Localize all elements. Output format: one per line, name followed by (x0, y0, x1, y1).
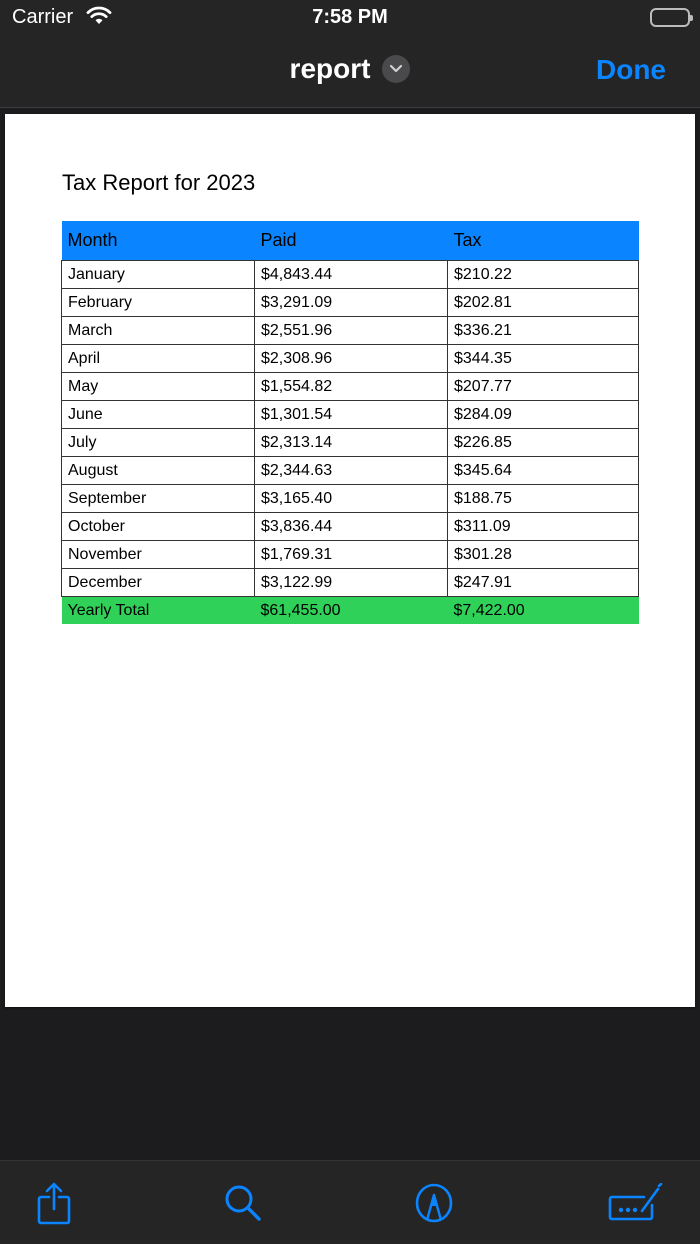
status-time: 7:58 PM (312, 6, 388, 28)
table-row (62, 512, 639, 540)
month-cell: September (62, 484, 255, 512)
yearly-total-row (62, 596, 639, 624)
table-row (62, 260, 639, 288)
search-icon (223, 1183, 263, 1228)
table-row (62, 540, 639, 568)
tax-cell: $188.75 (448, 484, 639, 512)
share-icon (37, 1181, 71, 1230)
month-cell: May (62, 372, 255, 400)
paid-cell: $2,344.63 (255, 456, 448, 484)
month-cell: November (62, 540, 255, 568)
table-row (62, 456, 639, 484)
month-cell: July (62, 428, 255, 456)
tax-cell: $311.09 (448, 512, 639, 540)
search-button[interactable] (221, 1183, 265, 1227)
share-button[interactable] (32, 1183, 76, 1227)
paid-cell: $1,554.82 (255, 372, 448, 400)
title-menu[interactable] (0, 53, 700, 85)
paid-cell: $3,165.40 (255, 484, 448, 512)
tax-cell: $202.81 (448, 288, 639, 316)
table-row (62, 372, 639, 400)
month-cell: January (62, 260, 255, 288)
markup-button[interactable] (412, 1183, 456, 1227)
month-cell: December (62, 568, 255, 596)
report-title: Tax Report for 2023 (62, 170, 256, 195)
table-row (62, 400, 639, 428)
tax-cell: $210.22 (448, 260, 639, 288)
signature-icon (608, 1183, 664, 1228)
battery-full-icon (650, 8, 690, 27)
total-label: Yearly Total (62, 596, 255, 624)
bottom-toolbar (0, 1160, 700, 1244)
document-title[interactable]: report (289, 53, 371, 84)
tax-cell: $226.85 (448, 428, 639, 456)
signature-button[interactable] (608, 1183, 664, 1227)
table-row (62, 484, 639, 512)
month-cell: October (62, 512, 255, 540)
table-row (62, 316, 639, 344)
month-cell: August (62, 456, 255, 484)
paid-cell: $2,308.96 (255, 344, 448, 372)
column-header-paid: Paid (255, 221, 448, 260)
table-header-row (62, 221, 639, 260)
table-row (62, 288, 639, 316)
document-viewer[interactable] (0, 109, 700, 1160)
tax-cell: $345.64 (448, 456, 639, 484)
paid-cell: $3,836.44 (255, 512, 448, 540)
table-row (62, 428, 639, 456)
paid-cell: $3,122.99 (255, 568, 448, 596)
chevron-down-icon[interactable] (382, 55, 410, 83)
month-cell: March (62, 316, 255, 344)
table-row (62, 568, 639, 596)
tax-cell: $284.09 (448, 400, 639, 428)
markup-pen-icon (414, 1183, 454, 1228)
paid-cell: $3,291.09 (255, 288, 448, 316)
month-cell: June (62, 400, 255, 428)
total-paid: $61,455.00 (255, 596, 448, 624)
paid-cell: $2,551.96 (255, 316, 448, 344)
column-header-month: Month (62, 221, 255, 260)
carrier-label: Carrier (12, 6, 74, 28)
tax-cell: $344.35 (448, 344, 639, 372)
column-header-tax: Tax (448, 221, 639, 260)
total-tax: $7,422.00 (448, 596, 639, 624)
tax-cell: $247.91 (448, 568, 639, 596)
tax-cell: $207.77 (448, 372, 639, 400)
status-bar (0, 0, 700, 36)
tax-cell: $336.21 (448, 316, 639, 344)
navigation-bar (0, 36, 700, 108)
month-cell: February (62, 288, 255, 316)
month-cell: April (62, 344, 255, 372)
table-row (62, 344, 639, 372)
paid-cell: $4,843.44 (255, 260, 448, 288)
document-page (5, 114, 695, 1007)
done-button[interactable]: Done (596, 54, 666, 85)
paid-cell: $1,769.31 (255, 540, 448, 568)
paid-cell: $2,313.14 (255, 428, 448, 456)
paid-cell: $1,301.54 (255, 400, 448, 428)
tax-cell: $301.28 (448, 540, 639, 568)
tax-table (61, 221, 639, 624)
